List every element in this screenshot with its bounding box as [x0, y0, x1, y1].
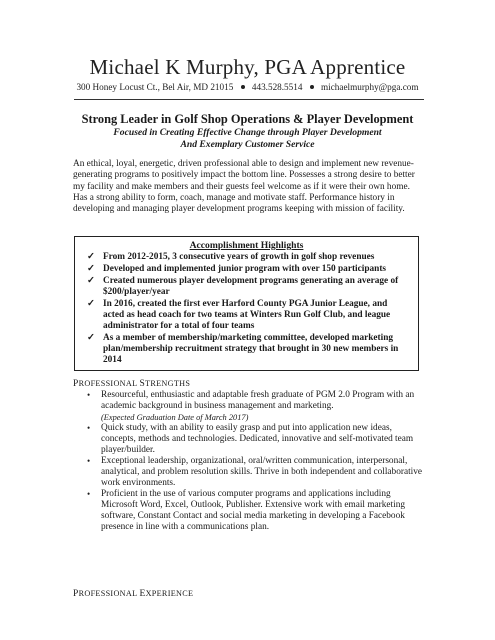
headline-subtitle-2: And Exemplary Customer Service [180, 139, 315, 150]
contact-line [0, 82, 495, 92]
strength-text: Proficient in the use of various computer programs and applications including Microsoft Word, Excel, Outlook, Publisher. Extensive work with email marketing software, Constant Contact and social media marketing in developing a Facebook presence in line with a communications plan. [101, 489, 406, 532]
title-initial: E [139, 589, 146, 599]
strength-text: Quick study, with an ability to easily grasp and put into application new ideas, concepts, methods and technologies. Dedicated, innovative and self-motivated team player/builder. [101, 423, 414, 455]
section-title-professional-strengths [73, 379, 190, 389]
checkmark-icon: ✓ [87, 252, 95, 262]
bullet-icon: • [87, 456, 91, 466]
bullet-dot-icon [310, 85, 314, 89]
bullet-icon: • [87, 489, 91, 499]
title-initial: P [73, 379, 79, 389]
checkmark-icon: ✓ [87, 264, 95, 274]
strength-note: (Expected Graduation Date of March 2017) [101, 413, 249, 422]
bullet-icon: • [87, 423, 91, 433]
checkmark-icon: ✓ [87, 299, 95, 309]
highlight-item [75, 299, 418, 332]
highlight-text: Created numerous player development programs generating an average of $200/player/year [103, 276, 399, 297]
accomplishment-highlights-box [74, 236, 419, 371]
summary-text: An ethical, loyal, energetic, driven professional able to design and implement new revenue-generating programs to positively impact the bottom line. Possesses a strong desire to better my facility and make members and their guests feel welcome as if it were their own home. Has a strong ability to form, coach, manage and motivate staff. Performance history in developing and managing player development programs keeping with mission of facility. [73, 159, 415, 215]
strength-item [73, 489, 425, 533]
highlight-item [75, 252, 418, 263]
strength-item [73, 390, 425, 423]
professional-summary [73, 159, 425, 215]
title-rest: ROFESSIONAL [78, 589, 140, 598]
highlights-list [75, 252, 418, 366]
strengths-list [73, 390, 425, 533]
phone: 443.528.5514 [251, 82, 303, 92]
highlight-text: From 2012-2015, 3 consecutive years of growth in golf shop revenues [103, 252, 375, 262]
highlight-text: As a member of membership/marketing committee, developed marketing plan/membership recruitment strategy that brought in 30 new members in 2014 [103, 333, 399, 365]
highlight-text: In 2016, created the first ever Harford County PGA Junior League, and acted as head coach for two teams at Winters Run Golf Club, and league administrator for a total of four teams [103, 299, 391, 331]
candidate-name: Michael K Murphy, PGA Apprentice [89, 55, 406, 79]
highlight-item [75, 276, 418, 298]
strength-item [73, 423, 425, 456]
address: 300 Honey Locust Ct., Bel Air, MD 21015 [76, 82, 234, 92]
checkmark-icon: ✓ [87, 276, 95, 286]
checkmark-icon: ✓ [87, 333, 95, 343]
highlights-title: Accomplishment Highlights [189, 240, 304, 251]
strength-text: Exceptional leadership, organizational, oral/written communication, interpersonal, analytical, and problem resolution skills. Thrive in both independent and collaborative work environments. [101, 456, 423, 488]
bullet-icon: • [87, 390, 91, 400]
highlight-item [75, 333, 418, 366]
title-rest: ROFESSIONAL [78, 379, 140, 388]
title-initial: S [139, 379, 146, 389]
headline-title: Strong Leader in Golf Shop Operations & Player Development [81, 112, 414, 126]
strength-text: Resourceful, enthusiastic and adaptable fresh graduate of PGM 2.0 Program with an academic background in business management and marketing. [101, 390, 415, 411]
section-title-professional-experience [73, 589, 193, 599]
bullet-dot-icon [241, 85, 245, 89]
title-rest: XPERIENCE [145, 589, 194, 598]
strength-item [73, 456, 425, 489]
title-initial: P [73, 589, 79, 599]
email: michaelmurphy@pga.com [321, 82, 419, 92]
header-divider [74, 99, 424, 100]
headline-subtitle-1: Focused in Creating Effective Change through Player Development [113, 127, 382, 138]
highlight-item [75, 264, 418, 275]
title-rest: TRENGTHS [145, 379, 191, 388]
highlight-text: Developed and implemented junior program with over 150 participants [103, 264, 387, 274]
